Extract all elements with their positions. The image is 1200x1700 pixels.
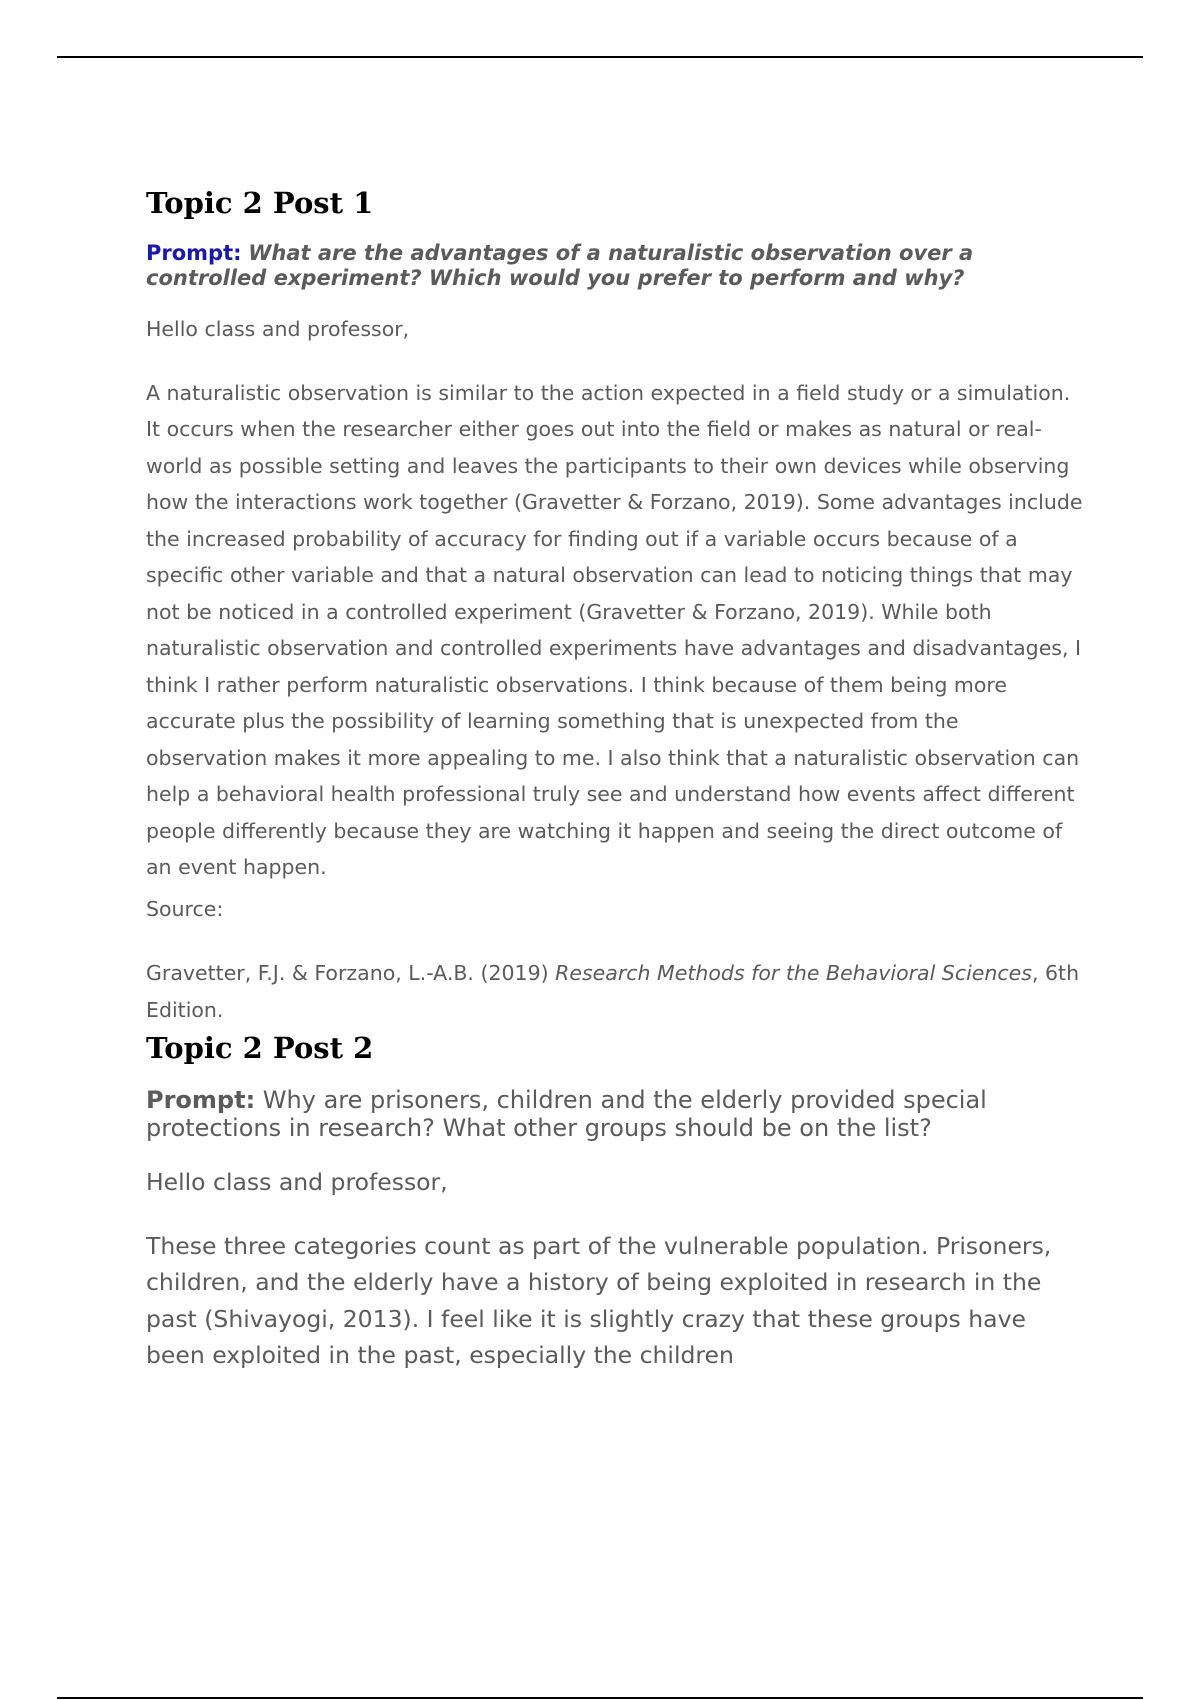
document-content [146,183,1086,1374]
bottom-rule [57,1697,1143,1699]
topic-2-prompt-text: Why are prisoners, children and the elderly provided special protections in research? What other groups should be on the list? [146,1086,987,1142]
topic-1-greeting: Hello class and professor, [146,317,410,341]
topic-1-heading: Topic 2 Post 1 [146,186,374,220]
reference-edition: , 6th Edition. [146,961,1080,1022]
topic-1-prompt [146,241,1086,291]
topic-1-body: A naturalistic observation is similar to the action expected in a field study or a simulation. It occurs when the researcher either goes out into the field or makes as natural or real-world as possible setting and leaves the participants to their own devices while observing how the interactions work together (Gravetter & Forzano, 2019). Some advantages include the increased probability of accuracy for finding out if a variable occurs because of a specific other variable and that a natural observation can lead to noticing things that may not be noticed in a controlled experiment (Gravetter & Forzano, 2019). While both naturalistic observation and controlled experiments have advantages and disadvantages, I think I rather perform naturalistic observations. I think because of them being more accurate plus the possibility of learning something that is unexpected from the observation makes it more appealing to me. I also think that a naturalistic observation can help a behavioral health professional truly see and understand how events affect different people differently because they are watching it happen and seeing the direct outcome of an event happen. [146,380,1083,879]
topic-2-greeting: Hello class and professor, [146,1168,448,1196]
reference-authors: Gravetter, F.J. & Forzano, L.-A.B. (2019) [146,961,556,985]
topic-2-prompt-label: Prompt: [146,1086,256,1114]
reference-title: Research Methods for the Behavioral Sciences [555,961,1032,985]
top-rule [57,56,1143,58]
topic-2-body: These three categories count as part of the vulnerable population. Prisoners, children, and the elderly have a history of being exploited in research in the past (Shivayogi, 2013). I feel like it is slightly crazy that these groups have been exploited in the past, especially the children [146,1231,1052,1369]
topic-1-reference [146,955,1086,1028]
topic-2-prompt [146,1086,1086,1142]
topic-1-prompt-label: Prompt: [146,241,242,265]
topic-1-prompt-text: What are the advantages of a naturalistic observation over a controlled experiment? Which would you prefer to perform and why? [146,241,974,290]
topic-2-heading: Topic 2 Post 2 [146,1031,374,1065]
topic-1-source-label: Source: [146,896,224,921]
